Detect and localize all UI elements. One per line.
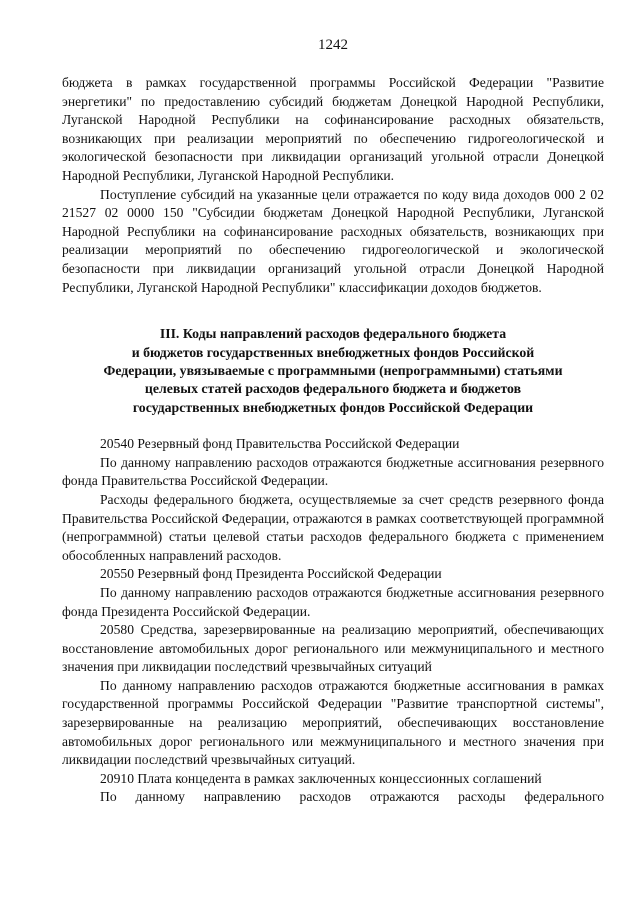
heading-line: Федерации, увязываемые с программными (непрограммными) статьями	[103, 362, 563, 378]
paragraph: 20910 Плата концедента в рамках заключенных концессионных соглашений	[100, 770, 542, 786]
paragraph: 20550 Резервный фонд Президента Российской Федерации	[100, 566, 442, 582]
paragraph: Поступление субсидий на указанные цели отражается по коду вида доходов 000 2 02 21527 02 0000 150 "Субсидии бюджетам Донецкой Народной Республики, Луганской Народной Республики на софинансирование расходных обязательств, возникающих при реализации мероприятий по обеспечению гидрогеологической и экологической безопасности при ликвидации организаций угольной отрасли Донецкой Народной Республики, Луганской Народной Республики" классификации доходов бюджетов.	[62, 186, 604, 295]
paragraph: бюджета в рамках государственной программы Российской Федерации "Развитие энергетики" по предоставлению субсидий бюджетам Донецкой Народной Республики, Луганской Народной Республики на софинансирование расходных обязательств, возникающих при реализации мероприятий по обеспечению гидрогеологической и экологической безопасности при ликвидации организаций угольной отрасли Донецкой Народной Республики, Луганской Народной Республики.	[62, 75, 604, 183]
paragraph: Расходы федерального бюджета, осуществляемые за счет средств резервного фонда Правительства Российской Федерации, отражаются в рамках соответствующей программной (непрограммной) статьи целевой статьи расходов федерального бюджета с применением обособленных направлений расходов.	[62, 491, 604, 563]
page-number: 1242	[318, 37, 348, 53]
body-text	[62, 435, 604, 807]
paragraph: 20580 Средства, зарезервированные на реализацию мероприятий, обеспечивающих восстановление автомобильных дорог регионального или межмуниципального и местного значения при ликвидации последствий чрезвычайных ситуаций	[62, 622, 604, 675]
paragraph: По данному направлению расходов отражаются бюджетные ассигнования в рамках государственной программы Российской Федерации "Развитие транспортной системы", зарезервированные на реализацию мероприятий, обеспечивающих восстановление автомобильных дорог регионального или межмуниципального и местного значения при ликвидации последствий чрезвычайных ситуаций.	[62, 677, 604, 768]
paragraph: По данному направлению расходов отражаются бюджетные ассигнования резервного фонда Президента Российской Федерации.	[62, 584, 604, 619]
paragraph: 20540 Резервный фонд Правительства Российской Федерации	[100, 436, 460, 452]
heading-line: государственных внебюджетных фондов Российской Федерации	[132, 399, 534, 415]
intro-text	[62, 74, 604, 297]
heading-line: целевых статей расходов федерального бюджета и бюджетов	[144, 381, 522, 397]
heading-line: и бюджетов государственных внебюджетных фондов Российской	[131, 344, 535, 360]
heading-line: III. Коды направлений расходов федерального бюджета	[159, 326, 507, 342]
paragraph: По данному направлению расходов отражаются бюджетные ассигнования резервного фонда Правительства Российской Федерации.	[62, 454, 604, 489]
paragraph: По данному направлению расходов отражаются расходы федерального	[100, 789, 604, 805]
section-heading	[62, 325, 604, 417]
